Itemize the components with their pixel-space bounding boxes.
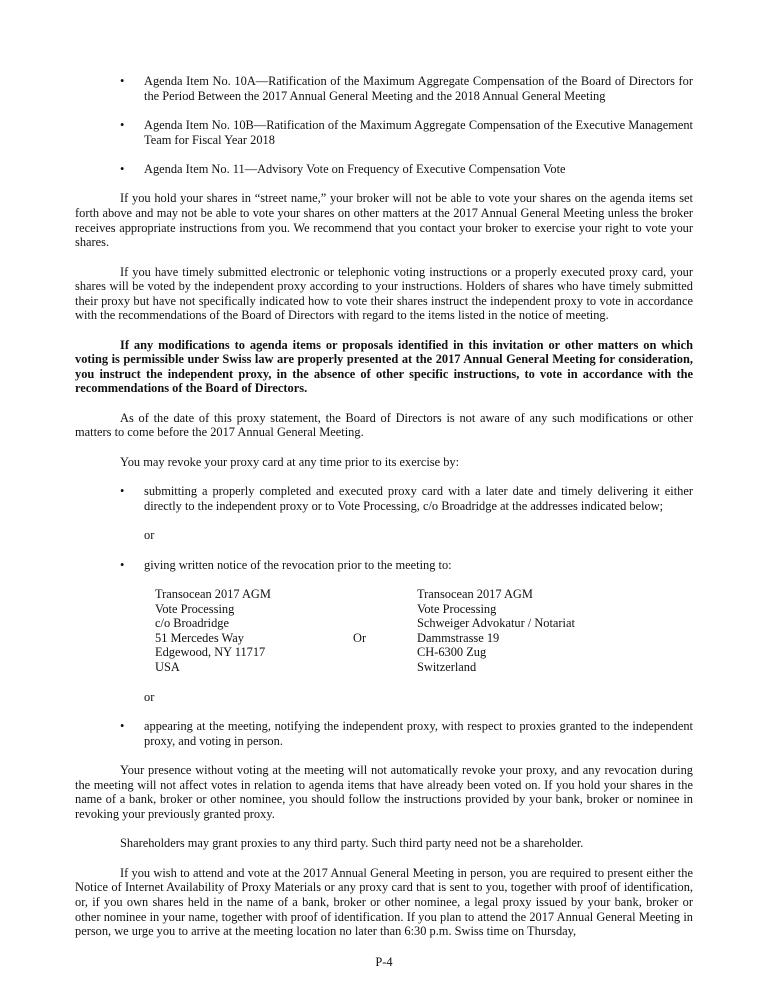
address-line: Edgewood, NY 11717: [155, 645, 266, 660]
paragraph-presence: Your presence without voting at the meeting will not automatically revoke your proxy, and any revocation during the meeting will not affect votes in relation to agenda items that have already been voted on. If you hold your shares in the name of a bank, broker or other nominee, you should follow the instructions provided by your bank, broker or nominee in revoking your previously granted proxy.: [75, 763, 693, 821]
revoke-bullet-text: appearing at the meeting, notifying the independent proxy, with respect to proxies granted to the independent proxy, and voting in person.: [144, 719, 693, 748]
address-line: Vote Processing: [417, 601, 497, 616]
revoke-bullet-submitting: [75, 484, 693, 513]
address-line: Dammstrasse 19: [417, 630, 500, 645]
or-connector: or: [144, 689, 155, 704]
address-separator-text: Or: [353, 631, 367, 646]
address-line: c/o Broadridge: [155, 616, 229, 631]
paragraph-attend: If you wish to attend and vote at the 2017 Annual General Meeting in person, you are required to present either the Notice of Internet Availability of Proxy Materials or any proxy card that is sent to you, together with proof of identification, or, if you own shares held in the name of a bank, broker or other nominee, a legal proxy issued by your bank, broker or other nominee in your name, together with proof of identification. If you plan to attend the 2017 Annual General Meeting in person, we urge you to arrive at the meeting location no later than 6:30 p.m. Swiss time on Thursday,: [75, 865, 693, 939]
address-line: Transocean 2017 AGM: [155, 587, 271, 602]
bullet-icon: •: [120, 719, 125, 734]
agenda-item-11: [75, 162, 693, 177]
document-page: [75, 74, 693, 954]
address-line: USA: [155, 659, 180, 674]
agenda-item-text: Agenda Item No. 10B—Ratification of the Maximum Aggregate Compensation of the Executive Management Team for Fiscal Year 2018: [144, 117, 693, 147]
revoke-bullet-giving-notice: [75, 558, 693, 573]
revoke-bullet-text: submitting a properly completed and executed proxy card with a later date and timely delivering it either directly to the independent proxy or to Vote Processing, c/o Broadridge at the addresses indicated below;: [144, 484, 693, 513]
page-number: P-4: [375, 955, 393, 969]
agenda-item-text: Agenda Item No. 11—Advisory Vote on Frequency of Executive Compensation Vote: [144, 161, 566, 176]
paragraph-not-aware: As of the date of this proxy statement, the Board of Directors is not aware of any such modifications or other matters to come before the 2017 Annual General Meeting.: [75, 410, 693, 440]
address-line: Switzerland: [417, 659, 477, 674]
address-line: Schweiger Advokatur / Notariat: [417, 616, 575, 631]
bullet-icon: •: [120, 117, 125, 132]
paragraph-street-name: If you hold your shares in “street name,” your broker will not be able to vote your shares on the agenda items set forth above and may not be able to vote your shares on other matters at the 2017 Annual General Meeting unless the broker receives appropriate instructions from you. We recommend that you contact your broker to exercise your right to vote your shares.: [75, 191, 693, 250]
address-block: [75, 587, 693, 675]
bullet-icon: •: [120, 74, 125, 88]
paragraph-third-party: Shareholders may grant proxies to any third party. Such third party need not be a shareholder.: [120, 836, 584, 851]
agenda-item-10b: [75, 118, 693, 147]
address-separator: [353, 631, 366, 646]
revoke-bullet-text: giving written notice of the revocation prior to the meeting to:: [144, 557, 452, 572]
bullet-icon: •: [120, 484, 125, 499]
address-line: CH-6300 Zug: [417, 645, 487, 660]
paragraph-modifications: If any modifications to agenda items or proposals identified in this invitation or other matters on which voting is permissible under Swiss law are properly presented at the 2017 Annual General Meeting for consideration, you instruct the independent proxy, in the absence of other specific instructions, to vote in accordance with the recommendations of the Board of Directors.: [75, 337, 693, 396]
paragraph-revoke-intro: You may revoke your proxy card at any time prior to its exercise by:: [120, 454, 460, 469]
address-broadridge: [155, 587, 271, 675]
or-connector: or: [144, 528, 155, 543]
address-schweiger: [417, 587, 575, 675]
bullet-icon: •: [120, 557, 125, 572]
address-line: 51 Mercedes Way: [155, 630, 244, 645]
address-line: Transocean 2017 AGM: [417, 587, 533, 602]
bullet-icon: •: [120, 161, 125, 176]
agenda-item-text: Agenda Item No. 10A—Ratification of the Maximum Aggregate Compensation of the Board of Directors for the Period Between the 2017 Annual General Meeting and the 2018 Annual General Meeting: [144, 74, 693, 103]
paragraph-timely-submitted: If you have timely submitted electronic or telephonic voting instructions or a properly executed proxy card, your shares will be voted by the independent proxy according to your instructions. Holders of shares who have timely submitted their proxy but have not specifically indicated how to vote their shares instruct the independent proxy to vote in accordance with the recommendations of the Board of Directors with regard to the items listed in the notice of meeting.: [75, 264, 693, 323]
agenda-item-10a: [75, 74, 693, 103]
revoke-bullet-appearing: [75, 719, 693, 748]
address-line: Vote Processing: [155, 601, 235, 616]
